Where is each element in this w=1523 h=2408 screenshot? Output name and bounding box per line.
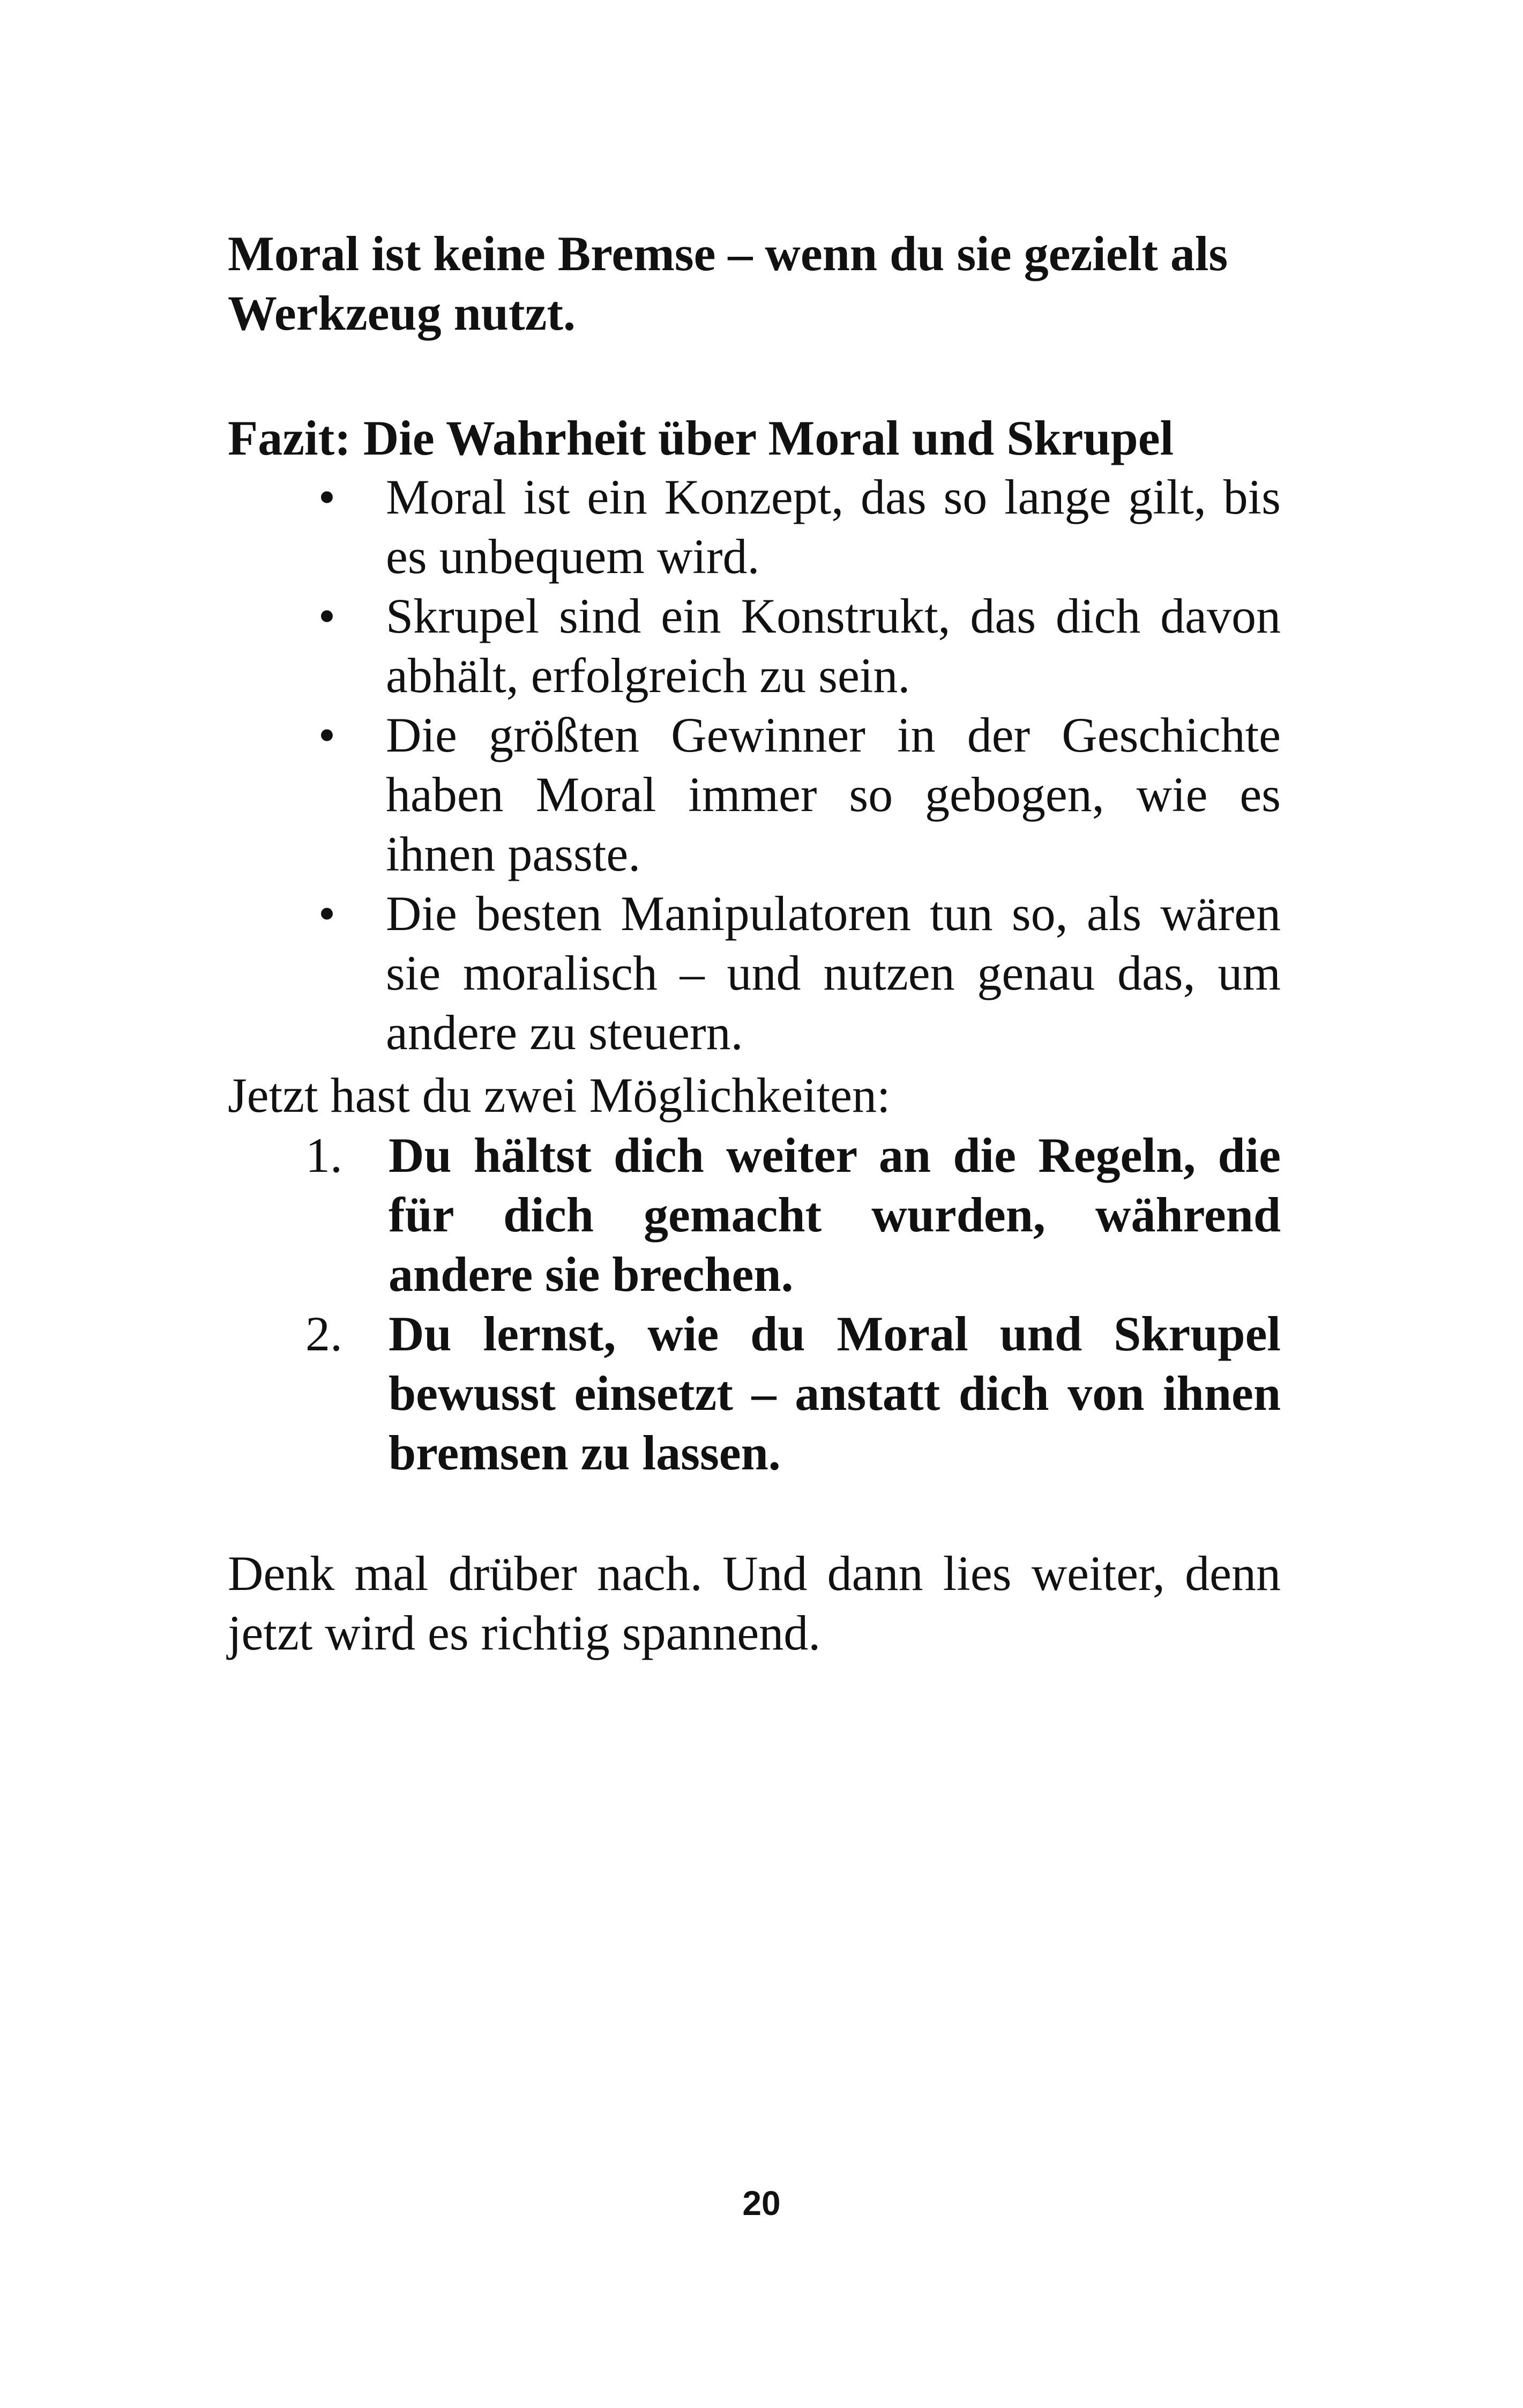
option-text: Du lernst, wie du Moral und Skrupel bewusst einsetzt – anstatt dich von ihnen bremsen zu lassen.: [389, 1306, 1281, 1480]
bullet-icon: •: [318, 886, 336, 941]
bullet-item: [311, 467, 1281, 586]
bullet-text: Die größten Gewinner in der Geschichte haben Moral immer so gebogen, wie es ihnen passte.: [386, 708, 1281, 881]
options-intro: Jetzt hast du zwei Möglichkeiten:: [228, 1068, 891, 1123]
closing-paragraph: Denk mal drüber nach. Und dann lies weiter, denn jetzt wird es richtig spannend.: [228, 1546, 1281, 1660]
bullet-text: Skrupel sind ein Konstrukt, das dich davon abhält, erfolgreich zu sein.: [386, 589, 1281, 703]
page-number: 20: [742, 2184, 781, 2223]
bullet-item: [311, 884, 1281, 1062]
bullet-item: [311, 586, 1281, 705]
intro-statement: Moral ist keine Bremse – wenn du sie gezielt als Werkzeug nutzt.: [228, 226, 1228, 340]
option-text: Du hältst dich weiter an die Regeln, die für dich gemacht wurden, während andere sie brechen.: [389, 1128, 1281, 1302]
bullet-icon: •: [318, 589, 336, 643]
option-item: [305, 1304, 1281, 1483]
conclusion-heading: Fazit: Die Wahrheit über Moral und Skrupel: [228, 411, 1174, 465]
option-number: 1.: [305, 1128, 342, 1183]
bullet-text: Moral ist ein Konzept, das so lange gilt, bis es unbequem wird.: [386, 470, 1281, 584]
option-item: [305, 1126, 1281, 1304]
bullet-item: [311, 705, 1281, 884]
option-number: 2.: [305, 1306, 342, 1361]
conclusion-bullet-list: [311, 467, 1281, 1062]
bullet-icon: •: [318, 708, 336, 762]
bullet-text: Die besten Manipulatoren tun so, als wären sie moralisch – und nutzen genau das, um andere zu steuern.: [386, 886, 1281, 1060]
options-numbered-list: [305, 1126, 1281, 1483]
bullet-icon: •: [318, 470, 336, 524]
